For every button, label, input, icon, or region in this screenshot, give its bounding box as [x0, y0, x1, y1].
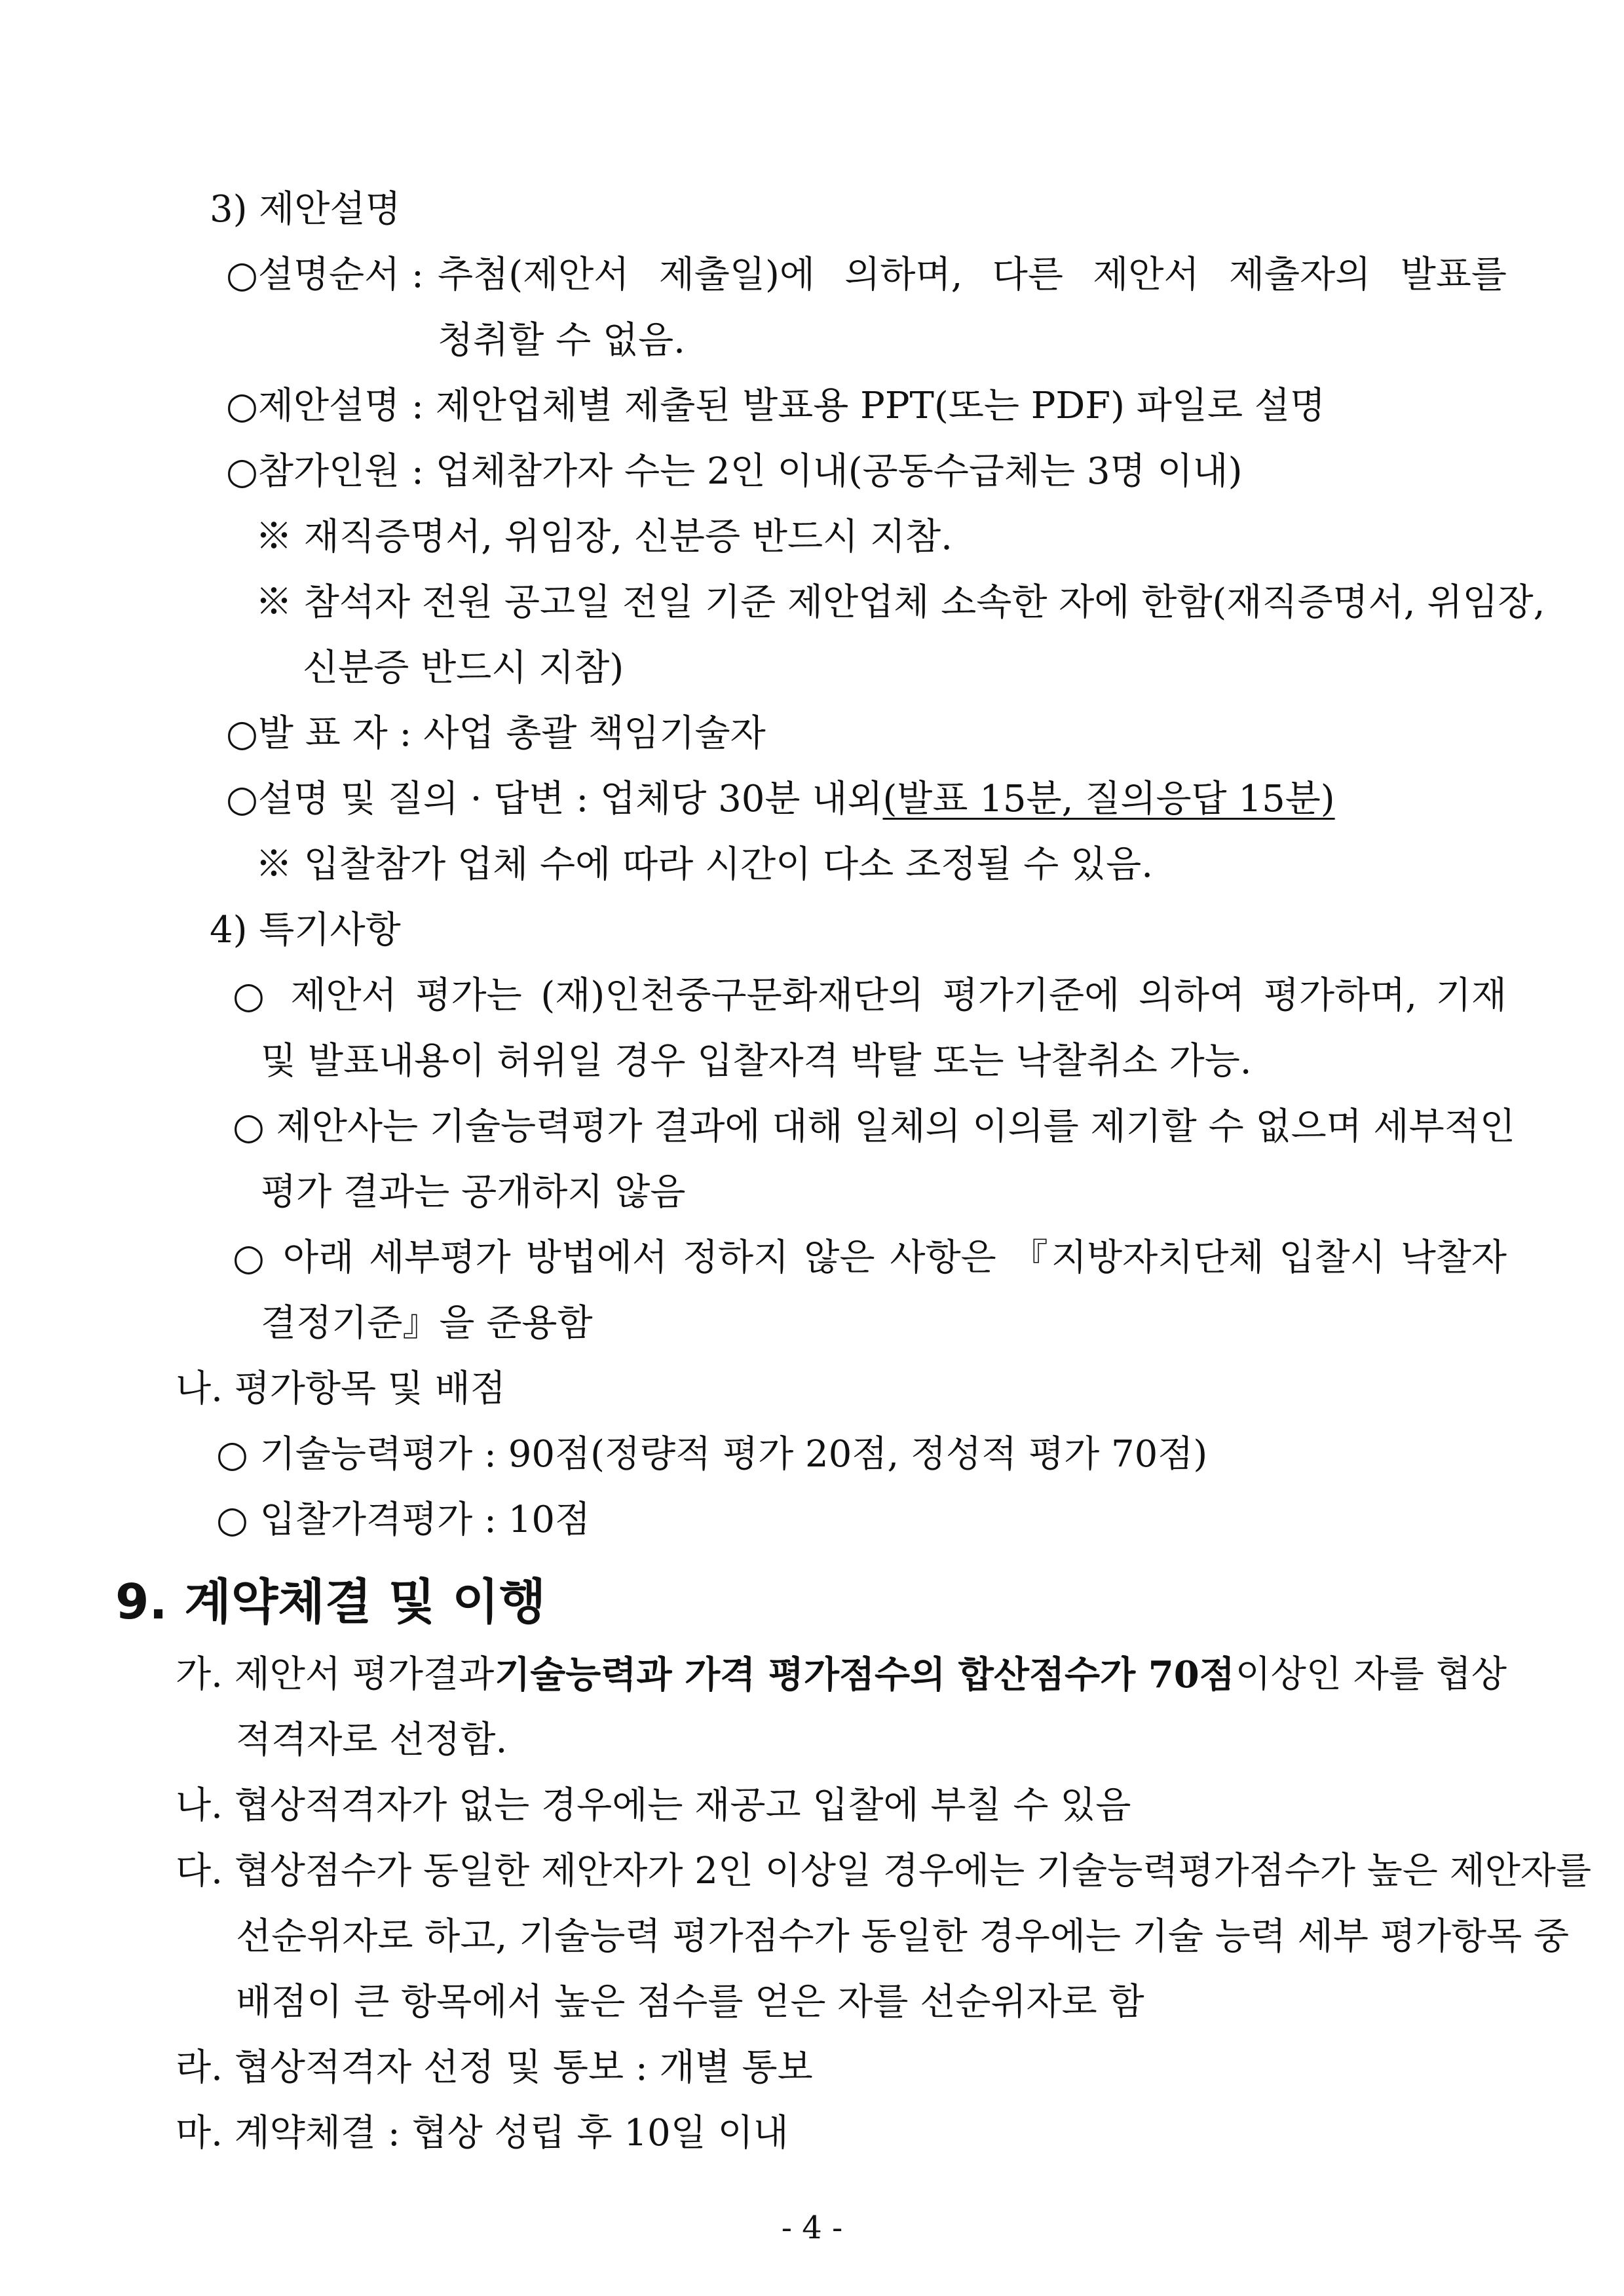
special-item3-line1: ○ 아래 세부평가 방법에서 정하지 않은 사항은 『지방자치단체 입찰시 낙찰자: [233, 1236, 1507, 1279]
note-attendees-line2: 신분증 반드시 지참): [303, 647, 624, 689]
note-time: ※ 입찰참가 업체 수에 따라 시간이 다소 조정될 수 있음.: [255, 843, 1154, 886]
section-9-heading: 9. 계약체결 및 이행: [115, 1574, 546, 1630]
qa-line: [226, 778, 1335, 820]
special-item1-line1: ○ 제안서 평가는 (재)인천중구문화재단의 평가기준에 의하여 평가하며, 기재: [233, 974, 1507, 1017]
contract-da-line1: 다. 협상점수가 동일한 제안자가 2인 이상일 경우에는 기술능력평가점수가 높은 제안자를: [176, 1850, 1592, 1892]
contract-ga-bold: 기술능력과 가격 평가점수의 합산점수가 70점: [495, 1653, 1235, 1696]
special-item2-line1: ○ 제안사는 기술능력평가 결과에 대해 일체의 이의를 제기할 수 없으며 세부적인: [233, 1105, 1515, 1148]
explain-line: ○제안설명 : 제안업체별 제출된 발표용 PPT(또는 PDF) 파일로 설명: [226, 385, 1326, 427]
section-3-title: 3) 제안설명: [210, 188, 401, 231]
order-label: ○설명순서 :: [226, 254, 424, 296]
section-4-title: 4) 특기사항: [210, 909, 401, 951]
contract-ga-suffix: 이상인 자를 협상: [1235, 1653, 1507, 1696]
contract-ga-line1: [176, 1653, 1507, 1696]
order-text-line2: 청취할 수 없음.: [438, 319, 685, 362]
contract-ga-prefix: 가. 제안서 평가결과: [176, 1653, 495, 1696]
contract-ma-line: 마. 계약체결 : 협상 성립 후 10일 이내: [176, 2112, 789, 2154]
order-text-line1: 추첨(제안서 제출일)에 의하며, 다른 제안서 제출자의 발표를: [438, 254, 1507, 296]
contract-na-line: 나. 협상적격자가 없는 경우에는 재공고 입찰에 부칠 수 있음: [176, 1784, 1131, 1827]
eval-items-title: 나. 평가항목 및 배점: [176, 1368, 506, 1410]
special-item1-line2: 및 발표내용이 허위일 경우 입찰자격 박탈 또는 낙찰취소 가능.: [261, 1040, 1252, 1082]
qa-prefix: ○설명 및 질의 · 답변 : 업체당 30분 내외: [226, 778, 883, 820]
contract-ga-line2: 적격자로 선정함.: [236, 1719, 508, 1761]
attend-line: ○참가인원 : 업체참가자 수는 2인 이내(공동수급체는 3명 이내): [226, 450, 1243, 493]
page-number: - 4 -: [781, 2210, 843, 2246]
contract-ra-line: 라. 협상적격자 선정 및 통보 : 개별 통보: [176, 2046, 813, 2089]
contract-da-line3: 배점이 큰 항목에서 높은 점수를 얻은 자를 선순위자로 함: [236, 1981, 1144, 2023]
special-item3-line2: 결정기준』을 준용함: [261, 1302, 593, 1345]
note-documents: ※ 재직증명서, 위임장, 신분증 반드시 지참.: [255, 516, 953, 558]
qa-underlined: (발표 15분, 질의응답 15분): [882, 778, 1335, 820]
note-attendees-line1: ※ 참석자 전원 공고일 전일 기준 제안업체 소속한 자에 한함(재직증명서, 위임장,: [255, 581, 1545, 624]
contract-da-line2: 선순위자로 하고, 기술능력 평가점수가 동일한 경우에는 기술 능력 세부 평가항목 중: [236, 1915, 1570, 1958]
eval-item-technical: ○ 기술능력평가 : 90점(정량적 평가 20점, 정성적 평가 70점): [216, 1433, 1208, 1476]
presenter-line: ○발 표 자 : 사업 총괄 책임기술자: [226, 712, 766, 755]
special-item2-line2: 평가 결과는 공개하지 않음: [261, 1171, 686, 1214]
eval-item-price: ○ 입찰가격평가 : 10점: [216, 1499, 591, 1541]
